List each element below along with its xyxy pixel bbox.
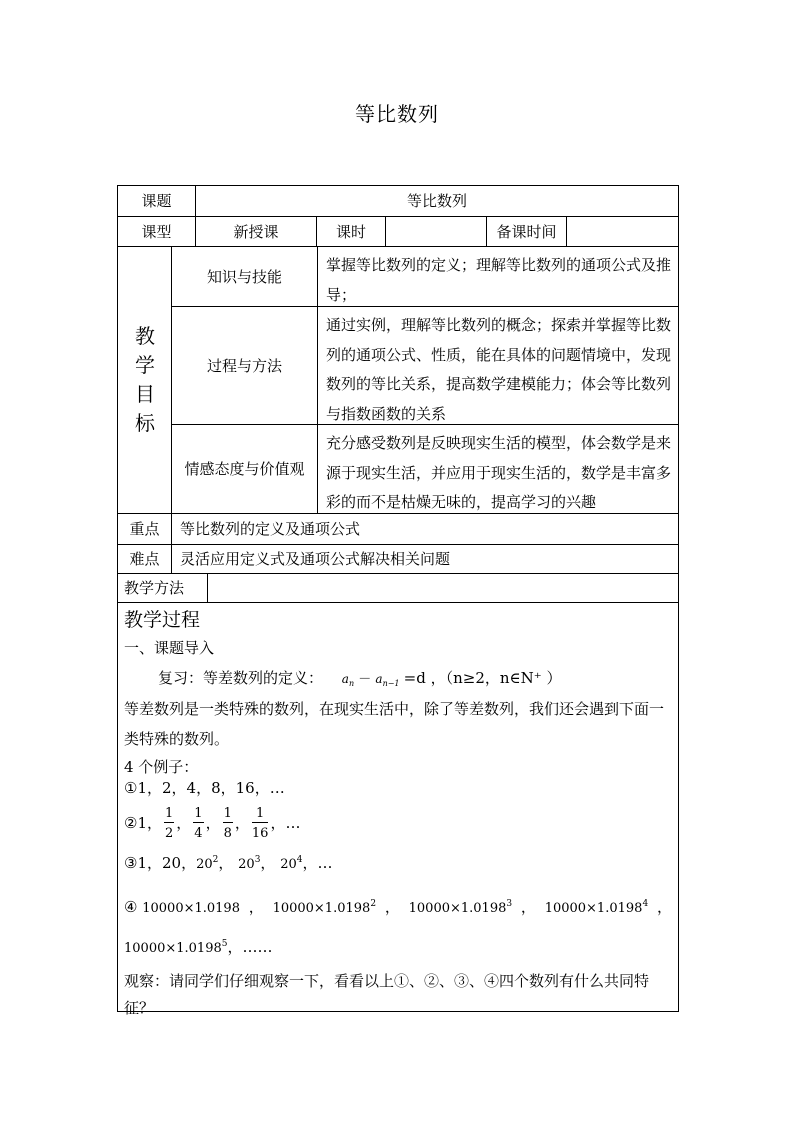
review-a1: a [341, 672, 349, 686]
example-1: ①1，2，4，8，16，… [124, 779, 285, 797]
review-prefix: 复习：等差数列的定义： [158, 669, 324, 687]
section-intro-heading: 一、课题导入 [124, 639, 215, 657]
prep-label: 备课时间 [496, 222, 557, 241]
intro-paragraph: 等差数列是一类特殊的数列，在现实生活中，除了等差数列，我们还会遇到下面一类特殊的数列。 [124, 700, 665, 748]
hours-value [386, 217, 486, 246]
goals-label: 教学目标 [135, 324, 155, 435]
page-title: 等比数列 [355, 102, 439, 126]
review-minus: － [358, 672, 372, 687]
review-tail: =d ，（n≥2，n∈N⁺ ） [403, 669, 562, 687]
difficulty-value: 灵活应用定义式及通项公式解决相关问题 [180, 550, 451, 568]
example-4-cont: $10000\times 1.0198^5$，…… [124, 938, 273, 956]
prep-value [567, 217, 678, 246]
fraction-1-16: $\frac{1}{16}$ [251, 805, 269, 841]
topic-value: 等比数列 [406, 192, 467, 210]
goal-process-label: 过程与方法 [206, 356, 282, 375]
goal-process-text: 通过实例，理解等比数列的概念；探索并掌握等比数列的通项公式、性质，能在具体的问题情境中，发现数列的等比关系，提高数学建模能力；体会等比数列与指数函数的关系 [326, 316, 672, 423]
example-3: ③1，20，$20^2$， $20^3$， $20^4$，… [124, 854, 333, 872]
hours-label: 课时 [335, 222, 366, 241]
type-value: 新授课 [233, 222, 279, 241]
review-sub-n: n [348, 679, 355, 688]
difficulty-label: 难点 [129, 550, 160, 568]
example-2-tail: ，… [270, 813, 301, 832]
review-a2: a [375, 672, 383, 686]
review-definition [158, 665, 706, 697]
fraction-1-2: $\frac{1}{2}$ [165, 805, 174, 841]
goal-attitude-label: 情感态度与价值观 [184, 460, 305, 478]
example-2: ②1， $\frac{1}{2}$ ， $\frac{1}{4}$ ， $\frac{1}{8}$ ， $\frac{1}{16}$ ，… [124, 805, 301, 841]
fraction-1-4: $\frac{1}{4}$ [194, 805, 203, 841]
topic-label: 课题 [141, 192, 172, 210]
examples-label: 4 个例子： [124, 758, 199, 776]
goal-knowledge-label: 知识与技能 [206, 267, 282, 286]
method-value [208, 574, 678, 602]
fraction-1-8: $\frac{1}{8}$ [223, 805, 232, 841]
key-label: 重点 [129, 520, 160, 538]
observation-question: 观察：请同学们仔细观察一下，看看以上①、②、③、④四个数列有什么共同特征？ [124, 972, 650, 1017]
method-label: 教学方法 [124, 579, 185, 597]
key-value: 等比数列的定义及通项公式 [180, 520, 361, 538]
example-4: ④ 10000×1.0198 ， $10000\times 1.0198^2$ ， $10000\times 1.0198^3$ ， $10000\times 1.0198^4$ ， [124, 898, 672, 916]
process-heading: 教学过程 [124, 609, 201, 631]
goal-knowledge-text: 掌握等比数列的定义；理解等比数列的通项公式及推导； [326, 256, 672, 304]
type-label: 课型 [141, 222, 172, 241]
example-2-prefix: ②1， [124, 813, 162, 832]
review-sub-n1: n−1 [382, 679, 400, 688]
goal-attitude-text: 充分感受数列是反映现实生活的模型，体会数学是来源于现实生活，并应用于现实生活的，数学是丰富多彩的而不是枯燥无味的，提高学习的兴趣 [326, 434, 672, 511]
